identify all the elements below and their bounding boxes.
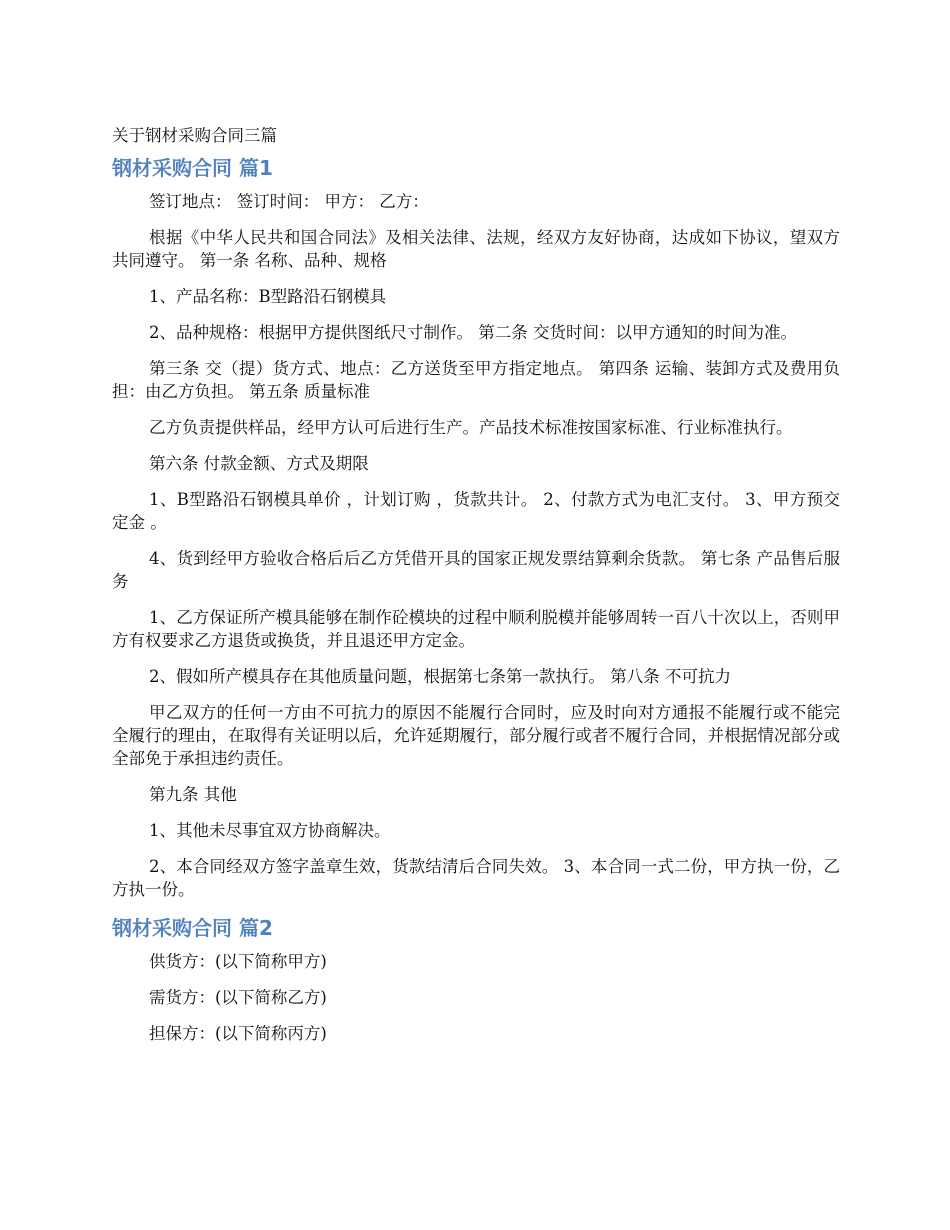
document-title: 关于钢材采购合同三篇 (112, 126, 277, 145)
paragraph: 供货方：(以下简称甲方) (149, 952, 327, 971)
section-1 (112, 154, 840, 901)
paragraph: 根据《中华人民共和国合同法》及相关法律、法规，经双方友好协商，达成如下协议，望双方共同遵守。 第一条 名称、品种、规格 (112, 228, 840, 270)
paragraph: 1、其他未尽事宜双方协商解决。 (149, 821, 391, 840)
section-heading: 钢材采购合同 篇2 (112, 916, 273, 940)
section-2 (112, 914, 840, 1045)
paragraph: 需货方：(以下简称乙方) (149, 988, 327, 1007)
paragraph: 2、本合同经双方签字盖章生效，货款结清后合同失效。 3、本合同一式二份，甲方执一份，乙方执一份。 (112, 857, 840, 899)
paragraph: 甲乙双方的任何一方由不可抗力的原因不能履行合同时，应及时向对方通报不能履行或不能完全履行的理由，在取得有关证明以后，允许延期履行，部分履行或者不履行合同，并根据情况部分或全部免于承担违约责任。 (112, 703, 840, 768)
paragraph: 乙方负责提供样品，经甲方认可后进行生产。产品技术标准按国家标准、行业标准执行。 (149, 418, 793, 437)
document-page (112, 124, 840, 1058)
paragraph: 第三条 交（提）货方式、地点：乙方送货至甲方指定地点。 第四条 运输、装卸方式及费用负担：由乙方负担。 第五条 质量标准 (112, 359, 840, 401)
section-heading: 钢材采购合同 篇1 (112, 156, 273, 180)
paragraph: 1、产品名称：B型路沿石钢模具 (149, 287, 387, 306)
paragraph: 第九条 其他 (149, 785, 237, 804)
paragraph: 第六条 付款金额、方式及期限 (149, 454, 369, 473)
paragraph: 1、B型路沿石钢模具单价 ，计划订购 ，货款共计。 2、付款方式为电汇支付。 3、甲方预交定金 。 (112, 490, 840, 532)
paragraph: 2、品种规格：根据甲方提供图纸尺寸制作。 第二条 交货时间：以甲方通知的时间为准。 (149, 323, 797, 342)
paragraph: 签订地点： 签订时间： 甲方： 乙方： (149, 192, 429, 211)
paragraph: 2、假如所产模具存在其他质量问题，根据第七条第一款执行。 第八条 不可抗力 (149, 667, 731, 686)
paragraph: 担保方：(以下简称丙方) (149, 1024, 327, 1043)
paragraph: 4、货到经甲方验收合格后后乙方凭借开具的国家正规发票结算剩余货款。 第七条 产品售后服务 (112, 549, 840, 591)
paragraph: 1、乙方保证所产模具能够在制作砼模块的过程中顺利脱模并能够周转一百八十次以上，否则甲方有权要求乙方退货或换货，并且退还甲方定金。 (112, 608, 840, 650)
